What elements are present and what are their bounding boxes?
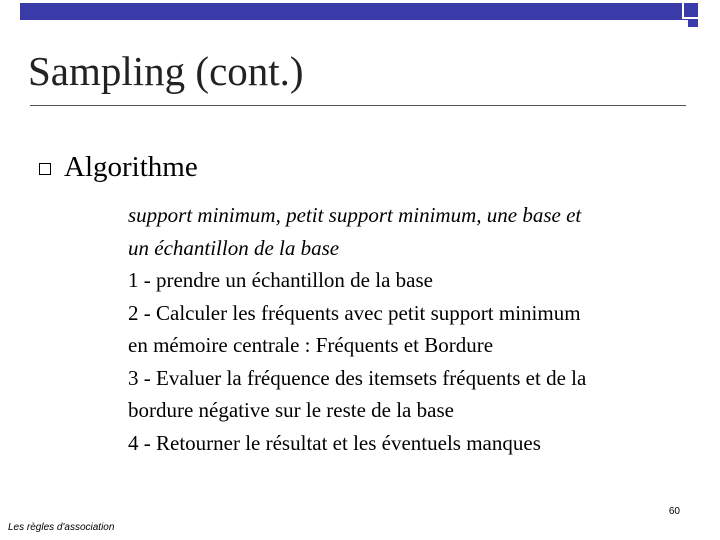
- paragraph-step-4: [128, 427, 698, 460]
- slide-title: Sampling (cont.): [28, 48, 304, 94]
- top-accent-bar: [20, 3, 682, 19]
- title-divider: [30, 105, 686, 106]
- text-line: 1 - prendre un échantillon de la base: [128, 268, 433, 292]
- paragraph-step-2: [128, 297, 698, 362]
- text-line: bordure négative sur le reste de la base: [128, 398, 454, 422]
- text-line: 3 - Evaluer la fréquence des itemsets fréquents et de la: [128, 365, 587, 390]
- paragraph-step-3: [128, 362, 698, 427]
- bullet-heading: Algorithme: [64, 151, 198, 183]
- corner-accent-small-square: [688, 20, 698, 27]
- slide-body: [128, 199, 698, 459]
- paragraph-inputs: [128, 199, 698, 264]
- text-line: un échantillon de la base: [128, 235, 340, 260]
- top-accent-line: [20, 19, 698, 20]
- text-line: en mémoire centrale : Fréquents et Bordure: [128, 333, 494, 357]
- footer-label: Les règles d'association: [8, 522, 115, 533]
- page-number: 60: [668, 506, 680, 517]
- text-line: 4 - Retourner le résultat et les éventuels manques: [128, 430, 541, 455]
- corner-accent-square: [684, 3, 698, 17]
- paragraph-step-1: [128, 264, 698, 297]
- square-bullet-icon: [39, 163, 51, 175]
- text-line: support minimum, petit support minimum, une base et: [128, 203, 582, 227]
- text-line: 2 - Calculer les fréquents avec petit support minimum: [128, 300, 581, 325]
